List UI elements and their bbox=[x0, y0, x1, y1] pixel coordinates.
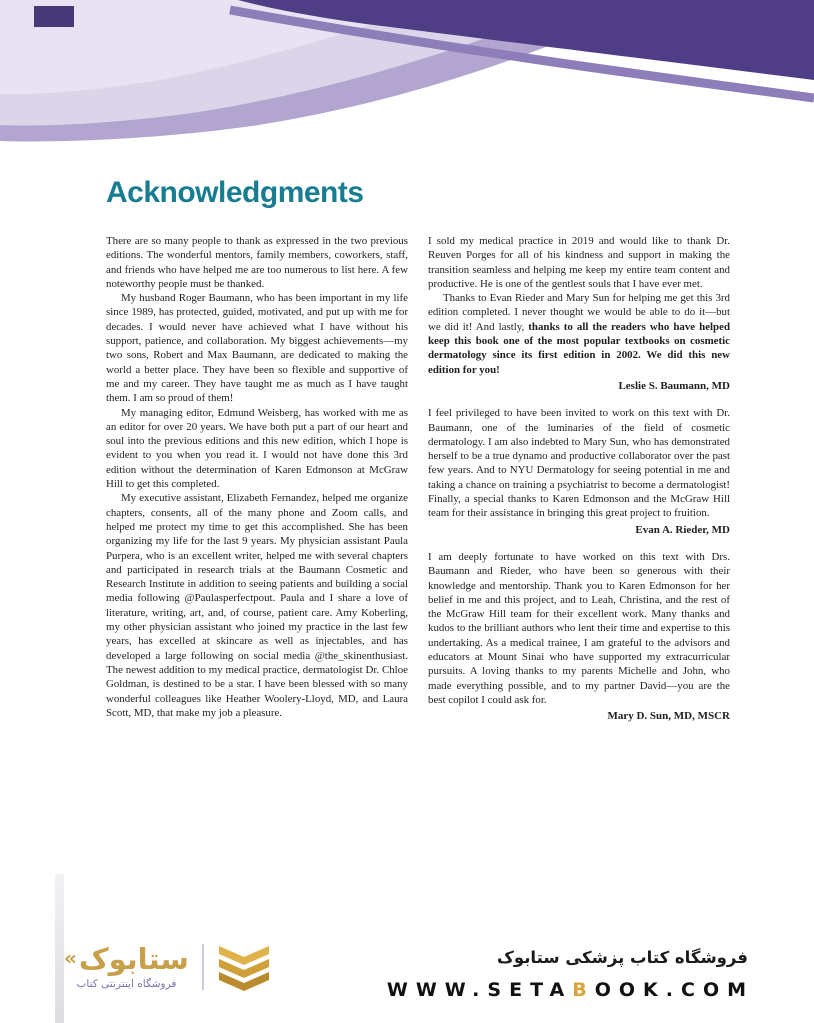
author-signature: Evan A. Rieder, MD bbox=[635, 523, 730, 536]
right-text-column bbox=[428, 234, 730, 737]
url-part-accent: B bbox=[572, 979, 595, 1001]
paragraph: My managing editor, Edmund Weisberg, has worked with me as an editor for over 20 years. We have both put a part of our heart and soul into the previous editions and this new edition, which I hope is evident to you when you read it. I would not have done this 3rd edition without the determination of Karen Edmonson at McGraw Hill to get this completed. bbox=[106, 406, 408, 491]
logo-subtitle: فروشگاه اینترنتی کتاب bbox=[76, 977, 177, 990]
paragraph-text: Thanks to Evan Rieder and Mary Sun for helping me get this 3rd edition completed. I never thought we would be able to do it—but we did it! And lastly, bbox=[428, 292, 730, 333]
left-text-column bbox=[106, 234, 408, 737]
acknowledgments-body bbox=[106, 234, 730, 737]
author-signature: Mary D. Sun, MD, MSCR bbox=[607, 710, 730, 723]
paragraph bbox=[428, 291, 730, 377]
chevron-stack-icon bbox=[217, 942, 271, 992]
url-part: WWW.SETA bbox=[386, 979, 573, 1001]
corner-block-decoration bbox=[34, 6, 74, 27]
setabook-logo bbox=[64, 942, 271, 992]
url-part: OOK.COM bbox=[594, 979, 754, 1001]
author-signature: Leslie S. Baumann, MD bbox=[618, 379, 730, 392]
paragraph: There are so many people to thank as expressed in the two previous editions. The wonderful mentors, family members, coworkers, staff, and friends who have helped me are too numerous to list here. A few noteworthy people must be thanked. bbox=[106, 235, 408, 290]
paragraph: I sold my medical practice in 2019 and would like to thank Dr. Reuven Porges for all of his kindness and support in making the transition seamless and helping me keep my entire team content and productive. He is one of the gentlest souls that I have ever met. bbox=[428, 235, 730, 290]
paragraph: My executive assistant, Elizabeth Fernandez, helped me organize chapters, consents, all of the many phone and Zoom calls, and helped me protect my time to get this accomplished. She has been organizing my life for the last 9 years. My physician assistant Paula Purpera, who is an excellent writer, helped me with several chapters and participated in research trials at the Baumann Cosmetic and Research Institute in addition to seeing patients and building a social media following @Paulasperfectpout. Paula and I share a love of literature, writing, art, and, of course, patient care. Amy Koberling, my other physician assistant who joined my practice in the last few years, has excelled at skincare as well as injectables, and has developed a large following on social media @the_skinenthusiast. The newest addition to my medical practice, dermatologist Dr. Chloe Goldman, is destined to be a star. I have been blessed with so many wonderful colleagues like Heather Woolery-Lloyd, MD, and Laura Scott, MD, that make my job a pleasure. bbox=[106, 492, 408, 719]
logo-wordmark: ستابوک bbox=[78, 942, 189, 977]
page-title: Acknowledgments bbox=[106, 176, 364, 210]
paragraph: I feel privileged to have been invited to work on this text with Dr. Baumann, one of the luminaries of the field of cosmetic dermatology. I am also indebted to Mary Sun, who has demonstrated herself to be a true dynamo and productive collaborator over the past few years. And to NYU Dermatology for seeing potential in me and taking a chance on training a psychiatrist to become a dermatologist! Finally, a special thanks to Karen Edmonson and the McGraw Hill team for their assistance in bringing this great project to fruition. bbox=[428, 407, 730, 520]
page-edge-shadow bbox=[55, 874, 64, 1023]
paragraph: My husband Roger Baumann, who has been important in my life since 1989, has protected, guided, motivated, and put up with me for decades. I would never have achieved what I have without his support, patience, and collaboration. My biggest achievements—my two sons, Robert and Max Baumann, are dedicated to making the world a better place. They have been so flexible and supportive of me and my career. They have taught me as much as I have taught them. I am so proud of them! bbox=[106, 292, 408, 405]
logo-divider bbox=[202, 944, 204, 990]
footer-store-name: فروشگاه کتاب پزشکی ستابوک bbox=[497, 948, 748, 967]
logo-guillemet-mark: « bbox=[64, 946, 77, 971]
footer-website-url bbox=[387, 979, 754, 1001]
paragraph: I am deeply fortunate to have worked on this text with Drs. Baumann and Rieder, who have been so generous with their knowledge and mentorship. Thank you to Karen Edmonson for her belief in me and this project, and to Leah, Christina, and the rest of the McGraw Hill team for their excellent work. Many thanks and kudos to the brilliant authors who lent their time and expertise to this undertaking. As a medical trainee, I am grateful to the advisors and educators at Mount Sinai who have supported my extracurricular pursuits. A loving thanks to my parents Michelle and John, who made everything possible, and to my partner David—you are the best copilot I could ask for. bbox=[428, 550, 730, 706]
emphasized-text: thanks to all the readers who have helped keep this book one of the most popular textbooks on cosmetic dermatology since its first edition in 2002. We did this new edition for you! bbox=[428, 320, 730, 376]
header-wave-decoration bbox=[0, 0, 814, 152]
